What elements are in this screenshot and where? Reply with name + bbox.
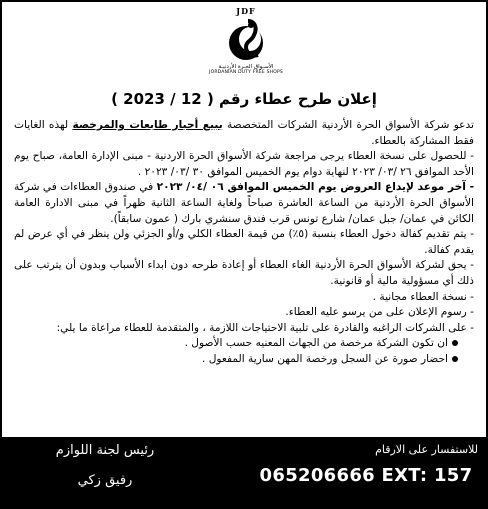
intro-text-2: لهذه الغايات فقط المشاركة بالعطاء. [14,119,474,147]
copy-pickup-paragraph: - للحصول على نسخة العطاء يرجى مراجعة شركة الأسواق الحرة الاردنية - مبنى الإدارة العامة، صباح يوم الأحد الموافق ٢٦ /٠٣/ ٢٠٢٣ لنهاية دوام يوم الخميس الموافق ٣٠ /٠٣/ ٢٠٢٣ . [14,150,474,178]
intro-paragraph [14,118,474,149]
cancellation-paragraph: - يحق لشركة الأسواق الحرة الأردنية الغاء العطاء أو إعادة طرحه دون ابداء الأسباب وبدون أن يترتب على ذلك أي مسؤولية مالية أو قانونية. [14,259,474,287]
announcement-body [14,118,474,368]
bullet-text: احضار صورة عن السجل ورخصة المهن سارية المفعول . [201,352,448,365]
bullet-icon [452,356,458,362]
intro-text-1: تدعو شركة الأسواق الحرة الأردنية الشركات المتخصصة [222,119,474,131]
free-copy-paragraph: - نسخة العطاء مجانية . [372,290,474,303]
requirements-paragraph: - على الشركات الراغبه والقادرة على تلبية الاحتياجات اللازمة ، والمتقدمة للعطاء مراعاة ما يلي: [56,321,474,334]
company-logo [198,6,294,86]
logo-english-name: JORDANIAN DUTY FREE SHOPS [209,70,283,75]
requirements-list [14,336,474,367]
list-item [14,352,458,368]
phone-number: 065206666 EXT: 157 [259,465,473,486]
logo-brand: JDF [236,6,256,16]
ad-fees-paragraph: - رسوم الإعلان على من يرسو عليه العطاء. [285,306,474,319]
chair-title: رئيس لجنة اللوازم [55,443,155,458]
guarantee-paragraph: - يتم تقديم كفالة دخول العطاء بنسبة (٥٪) من قيمة العطاء الكلي و/أو الجزئي ولن ينظر في أي عرض لم يقدم كفالة. [14,228,474,256]
bullet-text: ان تكون الشركة مرخصة من الجهات المعنيه حسب الأصول . [184,337,448,350]
list-item [14,336,458,352]
footer-bar [2,437,488,507]
announcement-title: إعلان طرح عطاء رقم ( 12 / 2023 ) [111,90,377,108]
inquiry-label: للاستفسار على الارقام [375,443,478,456]
logo-arabic-name: الأسـواق الحـرة الأردنيـة [218,64,274,70]
deadline-bold: - آخر موعد لإيداع العروض يوم الخميس الموافق ٠٦ /٠٤/ ٢٠٢٣ [156,181,474,194]
bullet-icon [452,340,458,346]
deadline-rest: في صندوق العطاءات في شركة الأسواق الحرة الأردنية من الساعة العاشرة صباحاً ولغاية الساعة الثانية ظهراً في مبنى الادارة العامة الكائن في عمان/ جبل عمان/ شارع تونس قرب فندق سنشري بارك ( عمون سابقاً). [14,181,474,225]
chair-name: رفيق زكي [77,473,133,488]
intro-highlight: ببيع أحبار طابعات والمرخصة [72,119,223,131]
logo-emblem-icon [224,17,268,63]
deadline-paragraph [14,180,474,227]
